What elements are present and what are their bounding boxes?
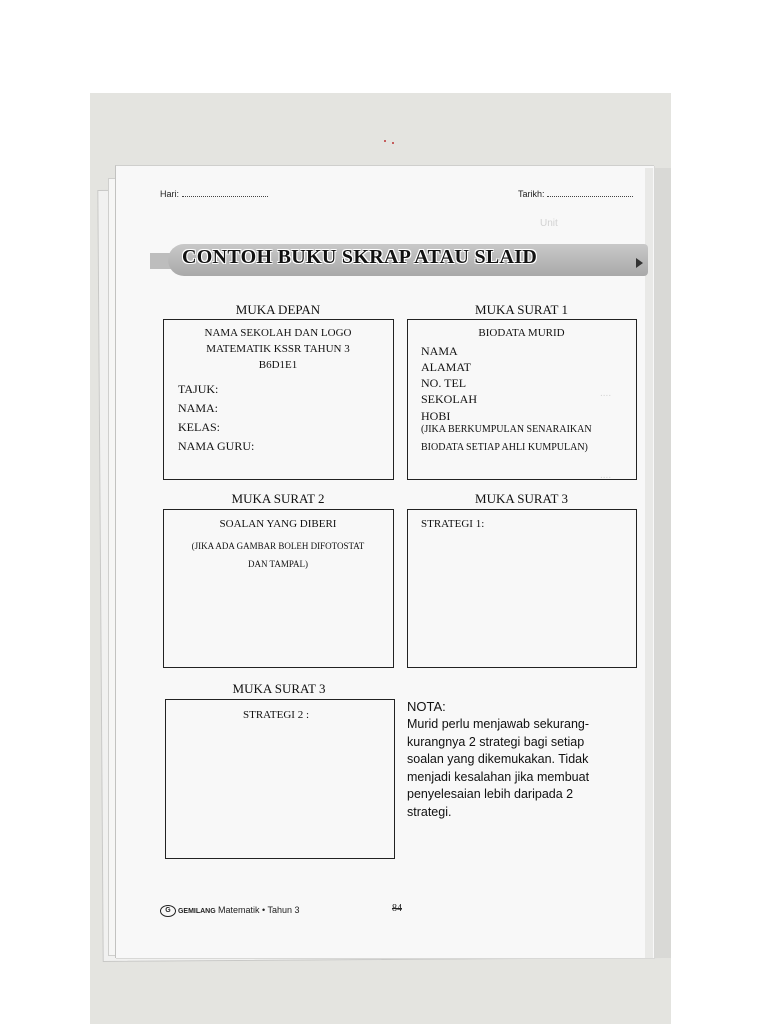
bleed-through-text: ....: [600, 470, 612, 481]
page1-field: SEKOLAH: [421, 392, 477, 406]
bleed-through-text: ....: [600, 388, 612, 399]
logo-mark-icon: G: [160, 905, 176, 917]
scan-speck: [384, 140, 386, 142]
day-field: [160, 188, 268, 199]
nota-line: soalan yang dikemukakan. Tidak: [407, 752, 589, 766]
nota-line: penyelesaian lebih daripada 2: [407, 787, 574, 801]
page1-field: NAMA: [421, 344, 458, 358]
page-title: CONTOH BUKU SKRAP ATAU SLAID: [182, 246, 538, 268]
strategy1-label: STRATEGI 1:: [421, 518, 485, 530]
page2-subtitle: SOALAN YANG DIBERI: [219, 518, 337, 530]
page1-note: (JIKA BERKUMPULAN SENARAIKAN: [421, 424, 592, 435]
date-field: [518, 188, 633, 199]
front-page-field: TAJUK:: [178, 382, 219, 396]
front-page-heading: MUKA DEPAN: [235, 302, 321, 317]
page-number: 84: [392, 903, 402, 914]
strategy2-label: STRATEGI 2 :: [243, 709, 309, 721]
footer-subject: Matematik • Tahun 3: [218, 905, 300, 915]
page2-heading: MUKA SURAT 2: [231, 491, 325, 506]
front-page-field: NAMA:: [178, 401, 219, 415]
page-right-gutter: [645, 168, 653, 958]
banner-arrow-icon: [636, 258, 643, 268]
nota-line: strategi.: [407, 804, 452, 819]
nota-body: [407, 716, 643, 821]
page1-heading: MUKA SURAT 1: [475, 302, 568, 317]
publisher-logo: [160, 905, 216, 917]
page3-heading: MUKA SURAT 3: [475, 491, 568, 506]
front-page-field: NAMA GURU:: [178, 439, 255, 453]
nota-line: menjadi kesalahan jika membuat: [407, 769, 590, 784]
date-blank: [547, 188, 633, 197]
nota-block: [407, 699, 643, 821]
page1-field: HOBI: [421, 409, 451, 423]
scan-speck: [392, 142, 394, 144]
front-page-line: B6D1E1: [258, 359, 298, 371]
page3-strategy2-box: [165, 699, 395, 859]
page1-field: ALAMAT: [421, 360, 471, 374]
page2-box: [163, 509, 394, 668]
nota-line: kurangnya 2 strategi bagi setiap: [407, 734, 585, 749]
publisher-logo-text: GEMILANG: [177, 907, 216, 915]
page1-field: NO. TEL: [421, 376, 467, 390]
nota-line: Murid perlu menjawab sekurang-: [407, 717, 590, 731]
nota-title: NOTA:: [407, 699, 446, 714]
front-page-line: NAMA SEKOLAH DAN LOGO: [204, 327, 352, 339]
date-label: Tarikh:: [518, 189, 545, 199]
page2-note: DAN TAMPAL): [247, 559, 309, 569]
page-right-shadow: [653, 168, 671, 958]
front-page-field: KELAS:: [178, 420, 220, 434]
day-label: Hari:: [160, 189, 180, 199]
page3-strategy1-box: [407, 509, 637, 668]
page1-note: BIODATA SETIAP AHLI KUMPULAN): [421, 442, 588, 453]
page3b-heading: MUKA SURAT 3: [232, 681, 326, 696]
bleed-through-text: Unit: [540, 218, 558, 229]
day-blank: [182, 188, 268, 197]
front-page-line: MATEMATIK KSSR TAHUN 3: [206, 343, 350, 355]
page1-subtitle: BIODATA MURID: [478, 327, 565, 339]
page2-note: (JIKA ADA GAMBAR BOLEH DIFOTOSTAT: [191, 541, 365, 551]
